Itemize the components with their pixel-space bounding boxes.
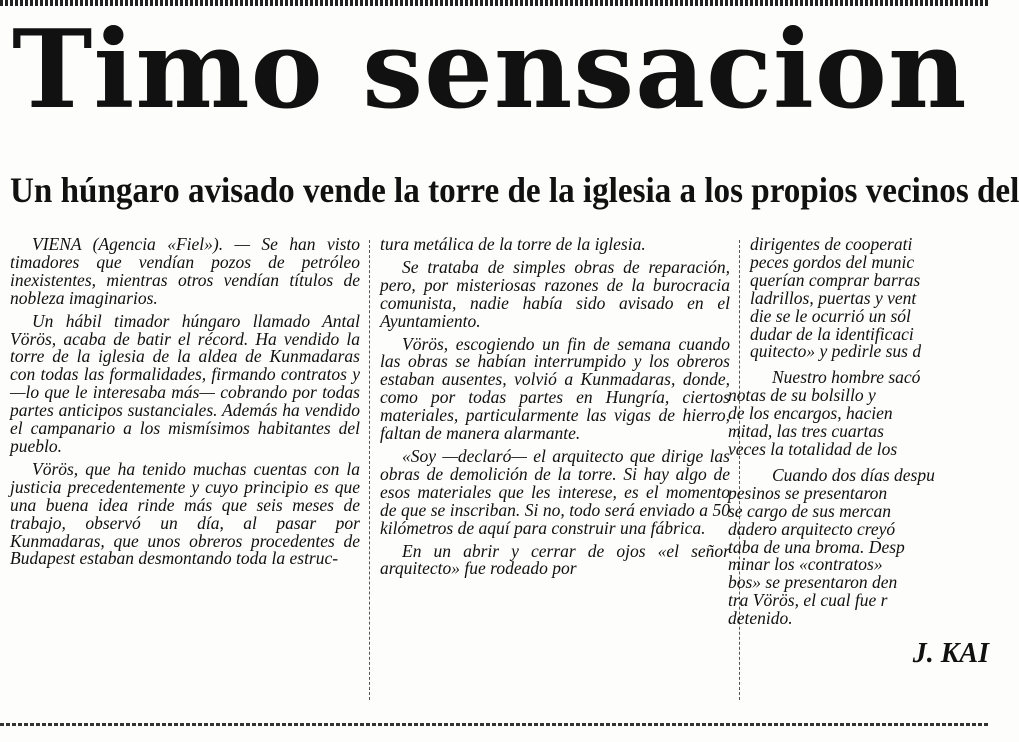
author-signature: J. KAI	[912, 638, 989, 670]
paragraph: En un abrir y cerrar de ojos «el señor arquitecto» fue rodeado por	[380, 540, 730, 579]
text-line: de los encargos, hacien	[728, 403, 893, 424]
text-line: peces gordos del munic	[750, 251, 915, 272]
paragraph: Un hábil timador húngaro llamado Antal Vörös, acaba de batir el récord. Ha vendido la torre de la iglesia de la aldea de Kunmadaras con todas las formalidades, firmando contratos y —lo que le interesaba más— cobrando por todas partes anticipos sustanciales. Además ha vendido el campanario a los mismísimos habitantes del pueblo.	[10, 310, 360, 456]
text-line: bos» se presentaron den	[728, 572, 898, 593]
text-line: pesinos se presentaron	[728, 482, 888, 503]
bottom-border-rule	[0, 723, 990, 726]
headline: Timo sensacion	[12, 7, 968, 133]
text-line: dudar de la identificaci	[750, 323, 914, 344]
paragraph: «Soy —declaró— el arquitecto que dirige las obras de demolición de la torre. Si hay algo de esos materiales que les interese, es el momento de que se inscriban. Si no, todo será enviado a 50 kilómetros de aquí para construir una fábrica.	[380, 445, 730, 538]
paragraph: Vörös, escogiendo un fin de semana cuando las obras se habían interrumpido y los obreros estaban ausentes, volvió a Kunmadaras, donde, como por todas partes en Hungría, ciertos materiales, particularmente las vigas de hierro, faltan de manera alarmante.	[380, 333, 730, 444]
article-column-2	[380, 236, 730, 706]
column-divider	[739, 240, 740, 700]
text-line: minar los «contratos»	[728, 554, 883, 575]
text-line: ladrillos, puertas y vent	[750, 287, 917, 308]
paragraph: tura metálica de la torre de la iglesia.	[380, 234, 646, 254]
column-divider	[369, 240, 370, 700]
text-line: die se le ocurrió un sól	[750, 305, 911, 326]
article-column-1	[10, 236, 360, 706]
paragraph: Vörös, que ha tenido muchas cuentas con la justicia precedentemente y cuyo principio es que una buena idea rinde más que seis meses de trabajo, observó un día, al pasar por Kunmadaras, que unos obreros procedentes de Budapest estaban desmontando toda la estruc-	[10, 458, 360, 569]
text-line: taba de una broma. Desp	[728, 536, 905, 557]
paragraph: VIENA (Agencia «Fiel»). — Se han visto timadores que vendían pozos de petróleo inexistentes, mientras otros vendían títulos de nobleza imaginarios.	[10, 234, 360, 308]
text-line: mitad, las tres cuartas	[728, 421, 884, 442]
text-line: querían comprar barras	[750, 269, 921, 290]
paragraph	[728, 367, 995, 459]
text-line: notas de su bolsillo y	[728, 385, 876, 406]
subheadline: Un húngaro avisado vende la torre de la iglesia a los propios vecinos del	[10, 170, 1019, 210]
text-line: se cargo de sus mercan	[728, 500, 891, 521]
text-line: Nuestro hombre sacó	[772, 367, 921, 388]
article-column-3	[728, 234, 995, 706]
text-line: dadero arquitecto creyó	[728, 518, 896, 539]
text-line: dirigentes de cooperati	[750, 234, 913, 254]
text-line: quitecto» y pedirle sus d	[750, 341, 922, 362]
text-line: detenido.	[728, 608, 793, 629]
paragraph	[750, 236, 995, 361]
paragraph	[728, 464, 995, 629]
text-line: veces la totalidad de los	[728, 438, 898, 459]
text-line: tra Vörös, el cual fue r	[728, 590, 888, 611]
text-line: Cuando dos días despu	[772, 464, 935, 485]
paragraph: Se trataba de simples obras de reparación, pero, por misteriosas razones de la burocracia comunista, nadie había sido avisado en el Ayuntamiento.	[380, 256, 730, 331]
